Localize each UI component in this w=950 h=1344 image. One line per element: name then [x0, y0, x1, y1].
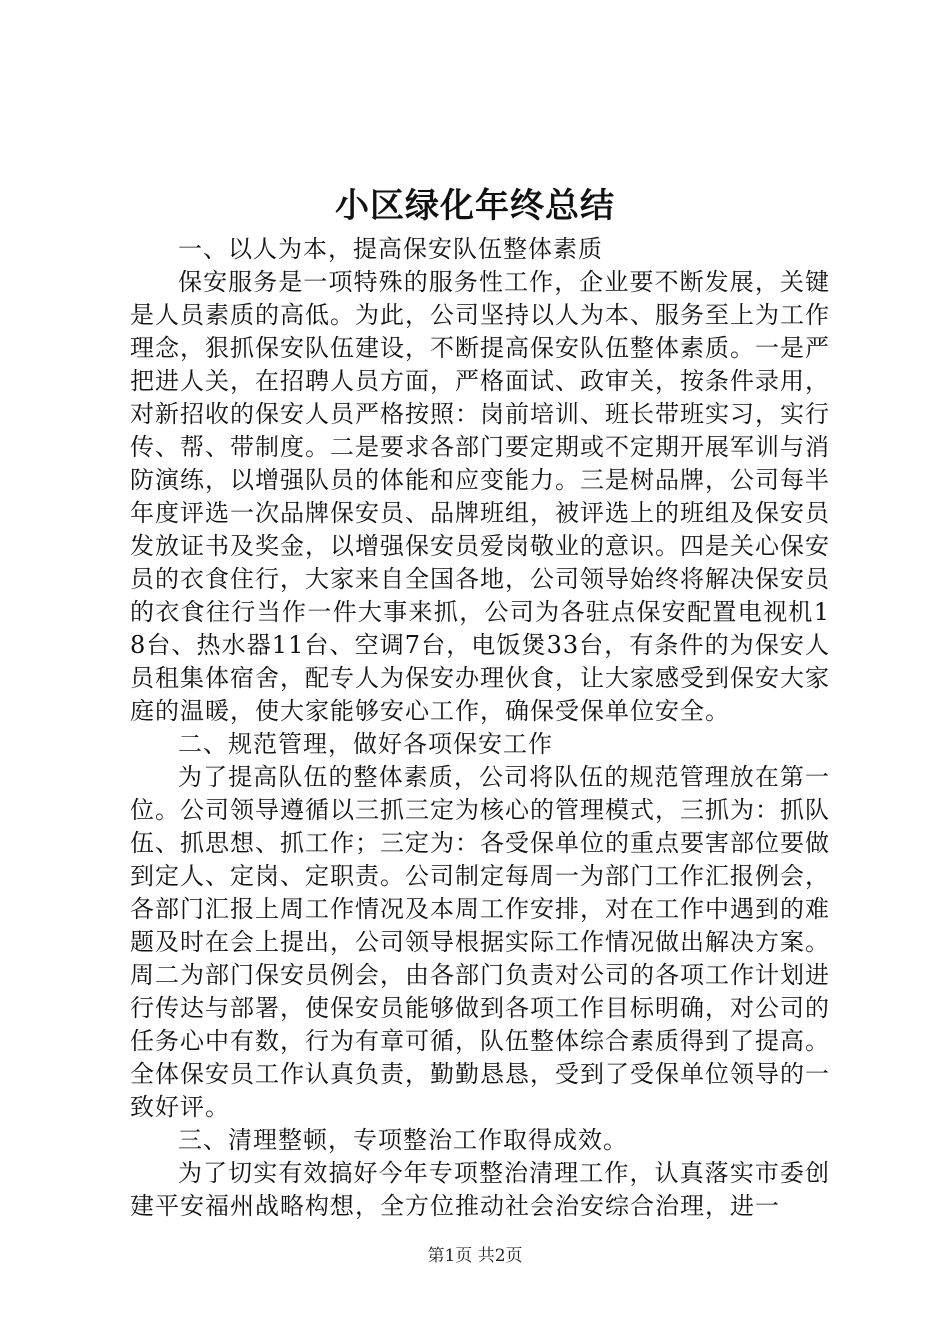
document-title: 小区绿化年终总结: [335, 186, 615, 226]
document-body: [130, 233, 830, 1223]
page-number-footer: 第1页 共2页: [427, 1246, 523, 1266]
section-3-paragraph: 为了切实有效搞好今年专项整治清理工作，认真落实市委创建平安福州战略构想，全方位推动社会治安综合治理，进一: [130, 1159, 830, 1220]
section-2-paragraph: 为了提高队伍的整体素质，公司将队伍的规范管理放在第一位。公司领导遵循以三抓三定为核心的管理模式，三抓为：抓队伍、抓思想、抓工作；三定为：各受保单位的重点要害部位要做到定人、定岗、定职责。公司制定每周一为部门工作汇报例会，各部门汇报上周工作情况及本周工作安排，对在工作中遇到的难题及时在会上提出，公司领导根据实际工作情况做出解决方案。周二为部门保安员例会，由各部门负责对公司的各项工作计划进行传达与部署，使保安员能够做到各项工作目标明确，对公司的任务心中有数，行为有章可循，队伍整体综合素质得到了提高。全体保安员工作认真负责，勤勤恳恳，受到了受保单位领导的一致好评。: [130, 763, 830, 1121]
section-1-heading: 一、以人为本，提高保安队伍整体素质: [178, 235, 603, 263]
section-3-heading: 三、清理整顿，专项整治工作取得成效。: [178, 1126, 628, 1154]
section-1-paragraph: 保安服务是一项特殊的服务性工作，企业要不断发展，关键是人员素质的高低。为此，公司坚持以人为本、服务至上为工作理念，狠抓保安队伍建设，不断提高保安队伍整体素质。一是严把进人关，在招聘人员方面，严格面试、政审关，按条件录用，对新招收的保安人员严格按照：岗前培训、班长带班实习，实行传、帮、带制度。二是要求各部门要定期或不定期开展军训与消防演练，以增强队员的体能和应变能力。三是树品牌，公司每半年度评选一次品牌保安员、品牌班组，被评选上的班组及保安员发放证书及奖金，以增强保安员爱岗敬业的意识。四是关心保安员的衣食住行，大家来自全国各地，公司领导始终将解决保安员的衣食往行当作一件大事来抓，公司为各驻点保安配置电视机18台、热水器11台、空调7台，电饭煲33台，有条件的为保安人员租集体宿舍，配专人为保安办理伙食，让大家感受到保安大家庭的温暖，使大家能够安心工作，确保受保单位安全。: [130, 268, 830, 725]
section-2-heading: 二、规范管理，做好各项保安工作: [178, 730, 553, 758]
